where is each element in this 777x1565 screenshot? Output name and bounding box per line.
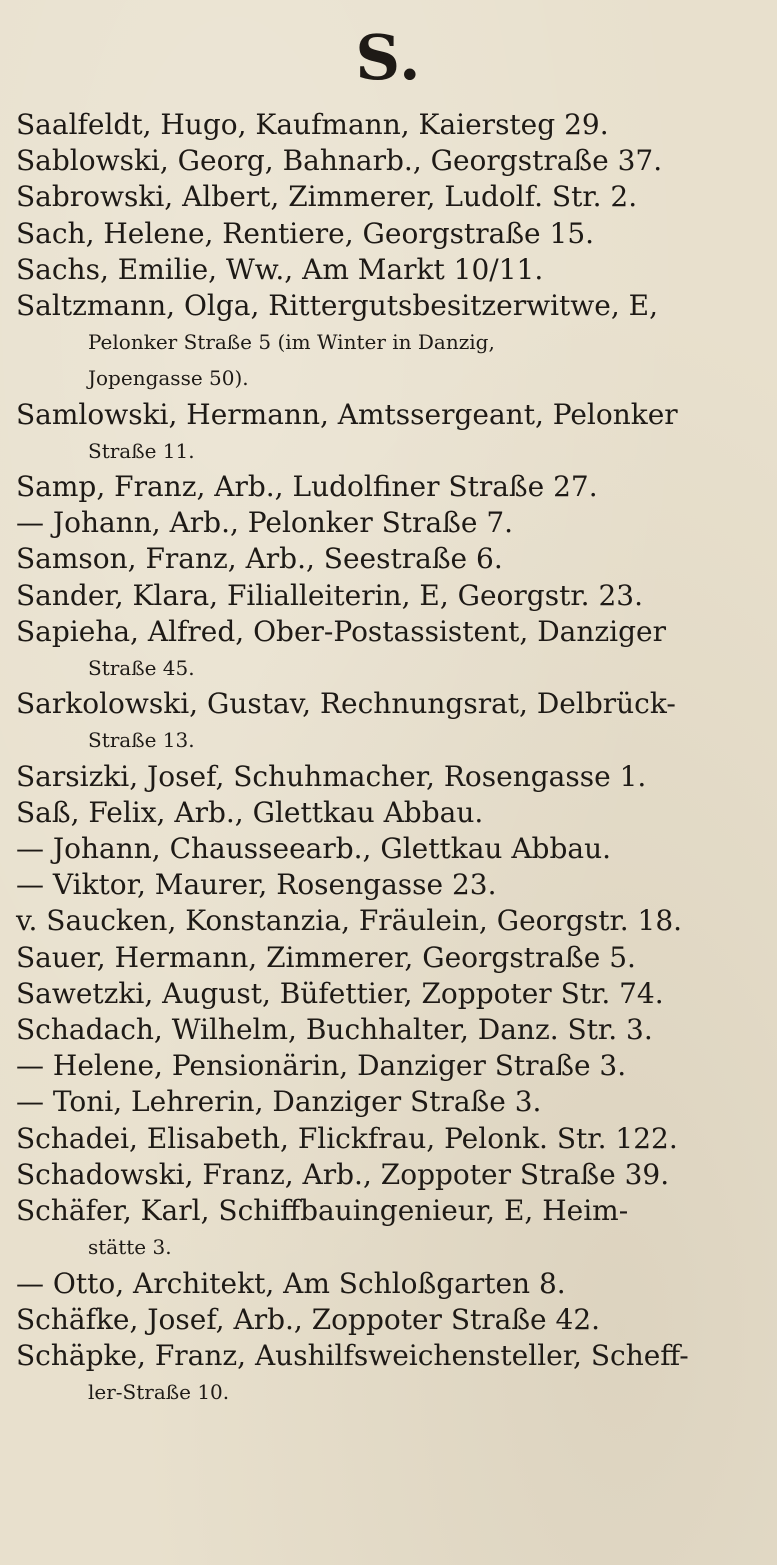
directory-entry (16, 578, 768, 614)
entry-line: Schäfke, Josef, Arb., Zoppoter Straße 42. (16, 1302, 601, 1336)
directory-entry (16, 397, 768, 469)
entry-line: Schadach, Wilhelm, Buchhalter, Danz. Str. 3. (16, 1013, 653, 1047)
entry-line: — Helene, Pensionärin, Danziger Straße 3. (16, 1049, 627, 1083)
entry-line: Sauer, Hermann, Zimmerer, Georgstraße 5. (16, 940, 636, 974)
directory-entry (16, 867, 768, 903)
entry-continuation-line: Straße 11. (88, 438, 195, 463)
directory-entry (16, 903, 768, 939)
directory-entry (16, 831, 768, 867)
entry-line: Saltzmann, Olga, Rittergutsbesitzerwitwe, E, (16, 289, 658, 323)
entry-line: Sabrowski, Albert, Zimmerer, Ludolf. Str. 2. (16, 180, 638, 214)
section-heading: S. (355, 21, 422, 94)
entry-line: — Viktor, Maurer, Rosengasse 23. (16, 868, 497, 902)
entry-line: — Otto, Architekt, Am Schloßgarten 8. (16, 1266, 566, 1300)
entry-line: Samlowski, Hermann, Amtssergeant, Pelonker (16, 397, 678, 431)
directory-entry (16, 1048, 768, 1084)
directory-entry (16, 252, 768, 288)
entry-line: Sarkolowski, Gustav, Rechnungsrat, Delbrück- (16, 687, 676, 721)
directory-entry (16, 107, 768, 143)
entry-continuation-line: Straße 13. (88, 728, 195, 753)
entry-line: Samson, Franz, Arb., Seestraße 6. (16, 542, 503, 576)
entry-continuation-line: Jopengasse 50). (88, 366, 249, 391)
directory-entry (16, 143, 768, 179)
entry-line: Schäfer, Karl, Schiffbauingenieur, E, Heim- (16, 1194, 629, 1228)
entry-continuation-line: ler-Straße 10. (88, 1380, 230, 1405)
directory-entry (16, 795, 768, 831)
directory-entry (16, 614, 768, 686)
entry-continuation-line: Pelonker Straße 5 (im Winter in Danzig, (88, 330, 495, 355)
entry-line: — Toni, Lehrerin, Danziger Straße 3. (16, 1085, 542, 1119)
directory-entry (16, 505, 768, 541)
directory-entry (16, 1157, 768, 1193)
directory-entry (16, 179, 768, 215)
entry-line: Sapieha, Alfred, Ober-Postassistent, Danziger (16, 614, 666, 648)
entry-list (16, 107, 768, 1410)
entry-line: Saß, Felix, Arb., Glettkau Abbau. (16, 795, 484, 829)
directory-entry (16, 976, 768, 1012)
directory-entry (16, 1121, 768, 1157)
directory-entry (16, 1193, 768, 1265)
directory-entry (16, 759, 768, 795)
entry-line: Sachs, Emilie, Ww., Am Markt 10/11. (16, 252, 544, 286)
entry-line: Sander, Klara, Filialleiterin, E, Georgstr. 23. (16, 578, 643, 612)
entry-line: Sablowski, Georg, Bahnarb., Georgstraße 37. (16, 144, 663, 178)
entry-line: Schadowski, Franz, Arb., Zoppoter Straße 39. (16, 1157, 670, 1191)
entry-line: Schadei, Elisabeth, Flickfrau, Pelonk. Str. 122. (16, 1121, 678, 1155)
entry-line: Schäpke, Franz, Aushilfsweichensteller, Scheff- (16, 1338, 689, 1372)
entry-line: Sarsizki, Josef, Schuhmacher, Rosengasse 1. (16, 759, 647, 793)
entry-continuation-line: Straße 45. (88, 656, 195, 681)
entry-line: — Johann, Arb., Pelonker Straße 7. (16, 506, 514, 540)
directory-entry (16, 1302, 768, 1338)
directory-entry (16, 1338, 768, 1410)
directory-entry (16, 1266, 768, 1302)
entry-line: — Johann, Chausseearb., Glettkau Abbau. (16, 832, 612, 866)
entry-line: v. Saucken, Konstanzia, Fräulein, Georgstr. 18. (16, 904, 683, 938)
directory-entry (16, 541, 768, 577)
directory-entry (16, 1012, 768, 1048)
entry-line: Samp, Franz, Arb., Ludolfiner Straße 27. (16, 470, 598, 504)
entry-line: Sawetzki, August, Büfettier, Zoppoter Str. 74. (16, 976, 664, 1010)
directory-entry (16, 1084, 768, 1120)
entry-continuation-line: stätte 3. (88, 1235, 172, 1260)
directory-entry (16, 686, 768, 758)
directory-entry (16, 216, 768, 252)
directory-entry (16, 940, 768, 976)
entry-line: Sach, Helene, Rentiere, Georgstraße 15. (16, 216, 595, 250)
directory-entry (16, 469, 768, 505)
entry-line: Saalfeldt, Hugo, Kaufmann, Kaiersteg 29. (16, 108, 609, 141)
directory-entry (16, 288, 768, 397)
